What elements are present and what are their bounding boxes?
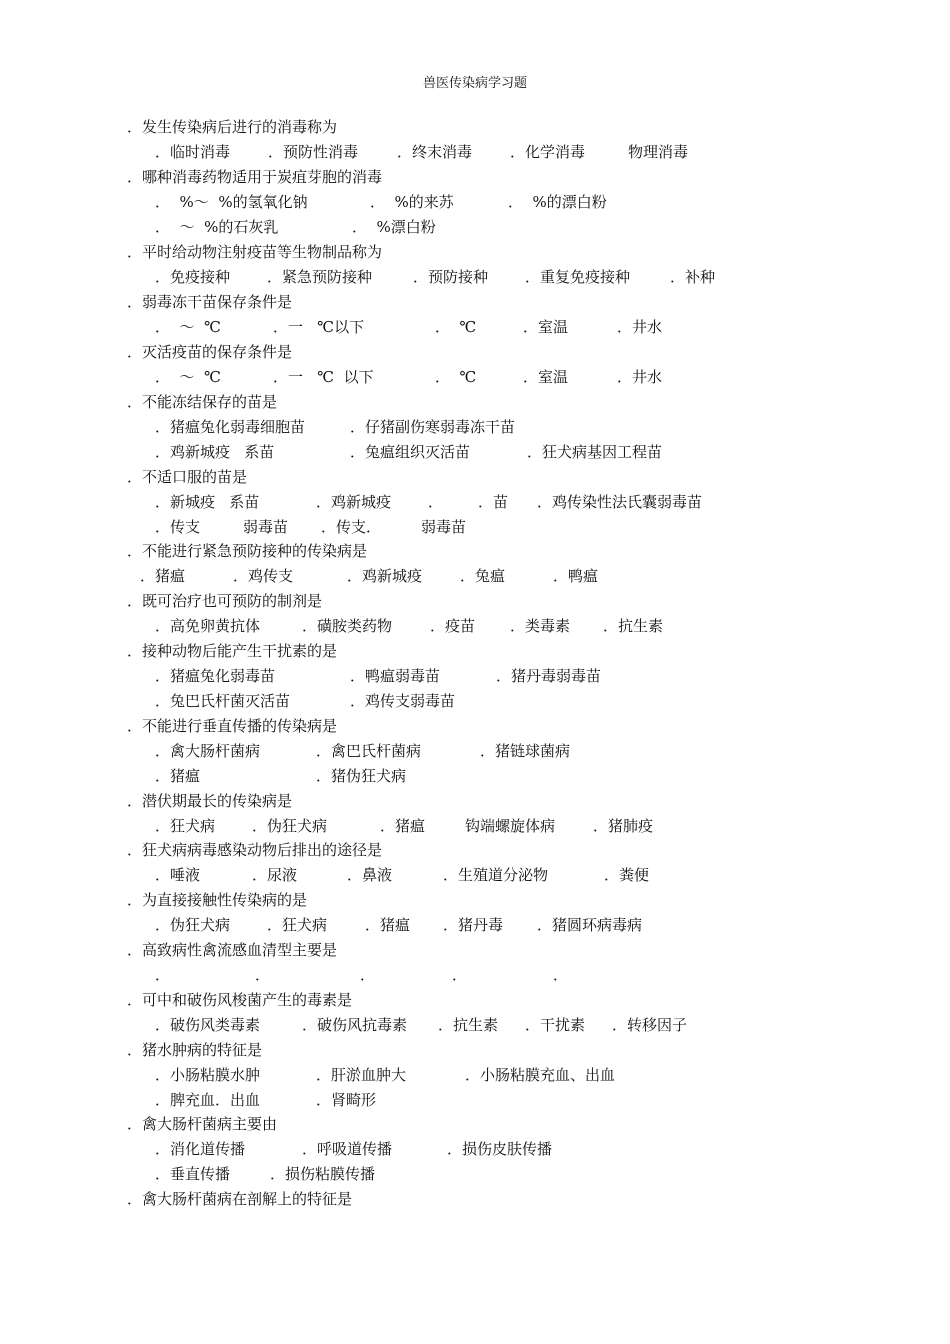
option: ．兔瘟 (460, 567, 506, 585)
question-text: ．可中和破伤风梭菌产生的毒素是 (127, 991, 353, 1009)
option: ．疫苗 (430, 617, 476, 635)
option: ．重复免疫接种 (525, 268, 631, 286)
option: ． %～ %的氢氧化钠 (155, 193, 308, 211)
option: ．抗生素 (438, 1016, 499, 1034)
question-text: ．高致病性禽流感血清型主要是 (127, 941, 338, 959)
option: ．室温 (523, 318, 569, 336)
option: ．破伤风类毒素 (155, 1016, 261, 1034)
option: ．苗 (478, 493, 509, 511)
option: ．鸡传支 (233, 567, 294, 585)
option: 物理消毒 (628, 143, 689, 161)
option: ．垂直传播 (155, 1165, 231, 1183)
option: ．紧急预防接种 (267, 268, 373, 286)
option: ． ～ %的石灰乳 (155, 218, 279, 236)
option: ．小肠粘膜水肿 (155, 1066, 261, 1084)
option: ．消化道传播 (155, 1140, 246, 1158)
option: ．临时消毒 (155, 143, 231, 161)
option: ．禽巴氏杆菌病 (316, 742, 422, 760)
option: ．鸡传支弱毒苗 (350, 692, 456, 710)
option: ．猪链球菌病 (480, 742, 571, 760)
option: ． (360, 966, 376, 984)
option: ．猪丹毒 (443, 916, 504, 934)
question-text: ．不能冻结保存的苗是 (127, 393, 278, 411)
option: ．免疫接种 (155, 268, 231, 286)
option: ．鸭瘟 (553, 567, 599, 585)
option: ．猪圆环病毒病 (537, 916, 643, 934)
option: ．狂犬病基因工程苗 (527, 443, 663, 461)
question-text: ．发生传染病后进行的消毒称为 (127, 118, 338, 136)
question-text: ．潜伏期最长的传染病是 (127, 792, 293, 810)
question-text: ．哪种消毒药物适用于炭疽芽胞的消毒 (127, 168, 383, 186)
option: ． %漂白粉 (352, 218, 436, 236)
option: ．鸭瘟弱毒苗 (350, 667, 441, 685)
option: ．猪瘟兔化弱毒苗 (155, 667, 276, 685)
option: ． (452, 966, 468, 984)
question-text: ．弱毒冻干苗保存条件是 (127, 293, 293, 311)
option: ．预防性消毒 (268, 143, 359, 161)
question-text: ．既可治疗也可预防的制剂是 (127, 592, 323, 610)
question-text: ．为直接接触性传染病的是 (127, 891, 308, 909)
option: ．抗生素 (603, 617, 664, 635)
option: ．生殖道分泌物 (443, 866, 549, 884)
question-text: ．不适口服的苗是 (127, 468, 248, 486)
question-text: ．平时给动物注射疫苗等生物制品称为 (127, 243, 383, 261)
option: ． (255, 966, 271, 984)
page-title: 兽医传染病学习题 (422, 76, 527, 91)
option: ．猪瘟 (140, 567, 186, 585)
option: ．猪瘟兔化弱毒细胞苗 (155, 418, 306, 436)
option: ．鸡传染性法氏囊弱毒苗 (537, 493, 703, 511)
option: ．猪瘟 (380, 817, 426, 835)
option: ．唾液 (155, 866, 201, 884)
option: ．破伤风抗毒素 (302, 1016, 408, 1034)
option: ．仔猪副伤寒弱毒冻干苗 (350, 418, 516, 436)
option: ．补种 (670, 268, 716, 286)
option: ．鼻液 (347, 866, 393, 884)
option: ．干扰素 (525, 1016, 586, 1034)
option: ．一 ℃以下 (273, 318, 365, 336)
option: ． ～ ℃ (155, 318, 221, 336)
option: ．高免卵黄抗体 (155, 617, 261, 635)
option: ．室温 (523, 368, 569, 386)
option: ．猪肺疫 (593, 817, 654, 835)
option: ．脾充血．出血 (155, 1091, 261, 1109)
question-text: ．禽大肠杆菌病在剖解上的特征是 (127, 1190, 353, 1208)
question-text: ．灭活疫苗的保存条件是 (127, 343, 293, 361)
question-text: ．不能进行垂直传播的传染病是 (127, 717, 338, 735)
option: ．鸡新城疫 系苗 (155, 443, 275, 461)
option: ．一 ℃ 以下 (273, 368, 374, 386)
option: ．兔巴氏杆菌灭活苗 (155, 692, 291, 710)
option: ．化学消毒 (510, 143, 586, 161)
question-text: ．猪水肿病的特征是 (127, 1041, 263, 1059)
option: ．小肠粘膜充血、出血 (465, 1066, 616, 1084)
option: ．肝淤血肿大 (316, 1066, 407, 1084)
option: ．肾畸形 (316, 1091, 377, 1109)
option: 钩端螺旋体病 (465, 817, 556, 835)
option: ． ℃ (435, 318, 477, 336)
option: ．转移因子 (612, 1016, 688, 1034)
option: ． %的来苏 (370, 193, 454, 211)
option: 弱毒苗 (421, 518, 467, 536)
option: ．呼吸道传播 (302, 1140, 393, 1158)
option: ．磺胺类药物 (302, 617, 393, 635)
option: ．狂犬病 (267, 916, 328, 934)
option: ．猪瘟 (365, 916, 411, 934)
option: ．井水 (617, 368, 663, 386)
option: ．猪伪狂犬病 (316, 767, 407, 785)
option: ．新城疫 系苗 (155, 493, 260, 511)
option: ．狂犬病 (155, 817, 216, 835)
question-text: ．狂犬病病毒感染动物后排出的途径是 (127, 841, 383, 859)
option: ． (553, 966, 569, 984)
option: ．鸡新城疫 (316, 493, 392, 511)
option: ．类毒素 (510, 617, 571, 635)
option: ．伪狂犬病 (155, 916, 231, 934)
option: ．传支． (321, 518, 382, 536)
option: ．猪瘟 (155, 767, 201, 785)
option: ．粪便 (604, 866, 650, 884)
option: ． (428, 493, 444, 511)
option: ．井水 (617, 318, 663, 336)
option: ．禽大肠杆菌病 (155, 742, 261, 760)
option: ．鸡新城疫 (347, 567, 423, 585)
option: ．传支 (155, 518, 201, 536)
option: ．损伤皮肤传播 (447, 1140, 553, 1158)
question-text: ．禽大肠杆菌病主要由 (127, 1115, 278, 1133)
option: ．伪狂犬病 (252, 817, 328, 835)
option: ． (155, 966, 171, 984)
option: ．预防接种 (413, 268, 489, 286)
question-text: ．不能进行紧急预防接种的传染病是 (127, 542, 368, 560)
option: ． ℃ (435, 368, 477, 386)
option: ．猪丹毒弱毒苗 (496, 667, 602, 685)
option: ． ～ ℃ (155, 368, 221, 386)
question-text: ．接种动物后能产生干扰素的是 (127, 642, 338, 660)
option: ．损伤粘膜传播 (270, 1165, 376, 1183)
option: ．兔瘟组织灭活苗 (350, 443, 471, 461)
option: 弱毒苗 (243, 518, 289, 536)
option: ． %的漂白粉 (508, 193, 607, 211)
option: ．终末消毒 (397, 143, 473, 161)
option: ．尿液 (252, 866, 298, 884)
